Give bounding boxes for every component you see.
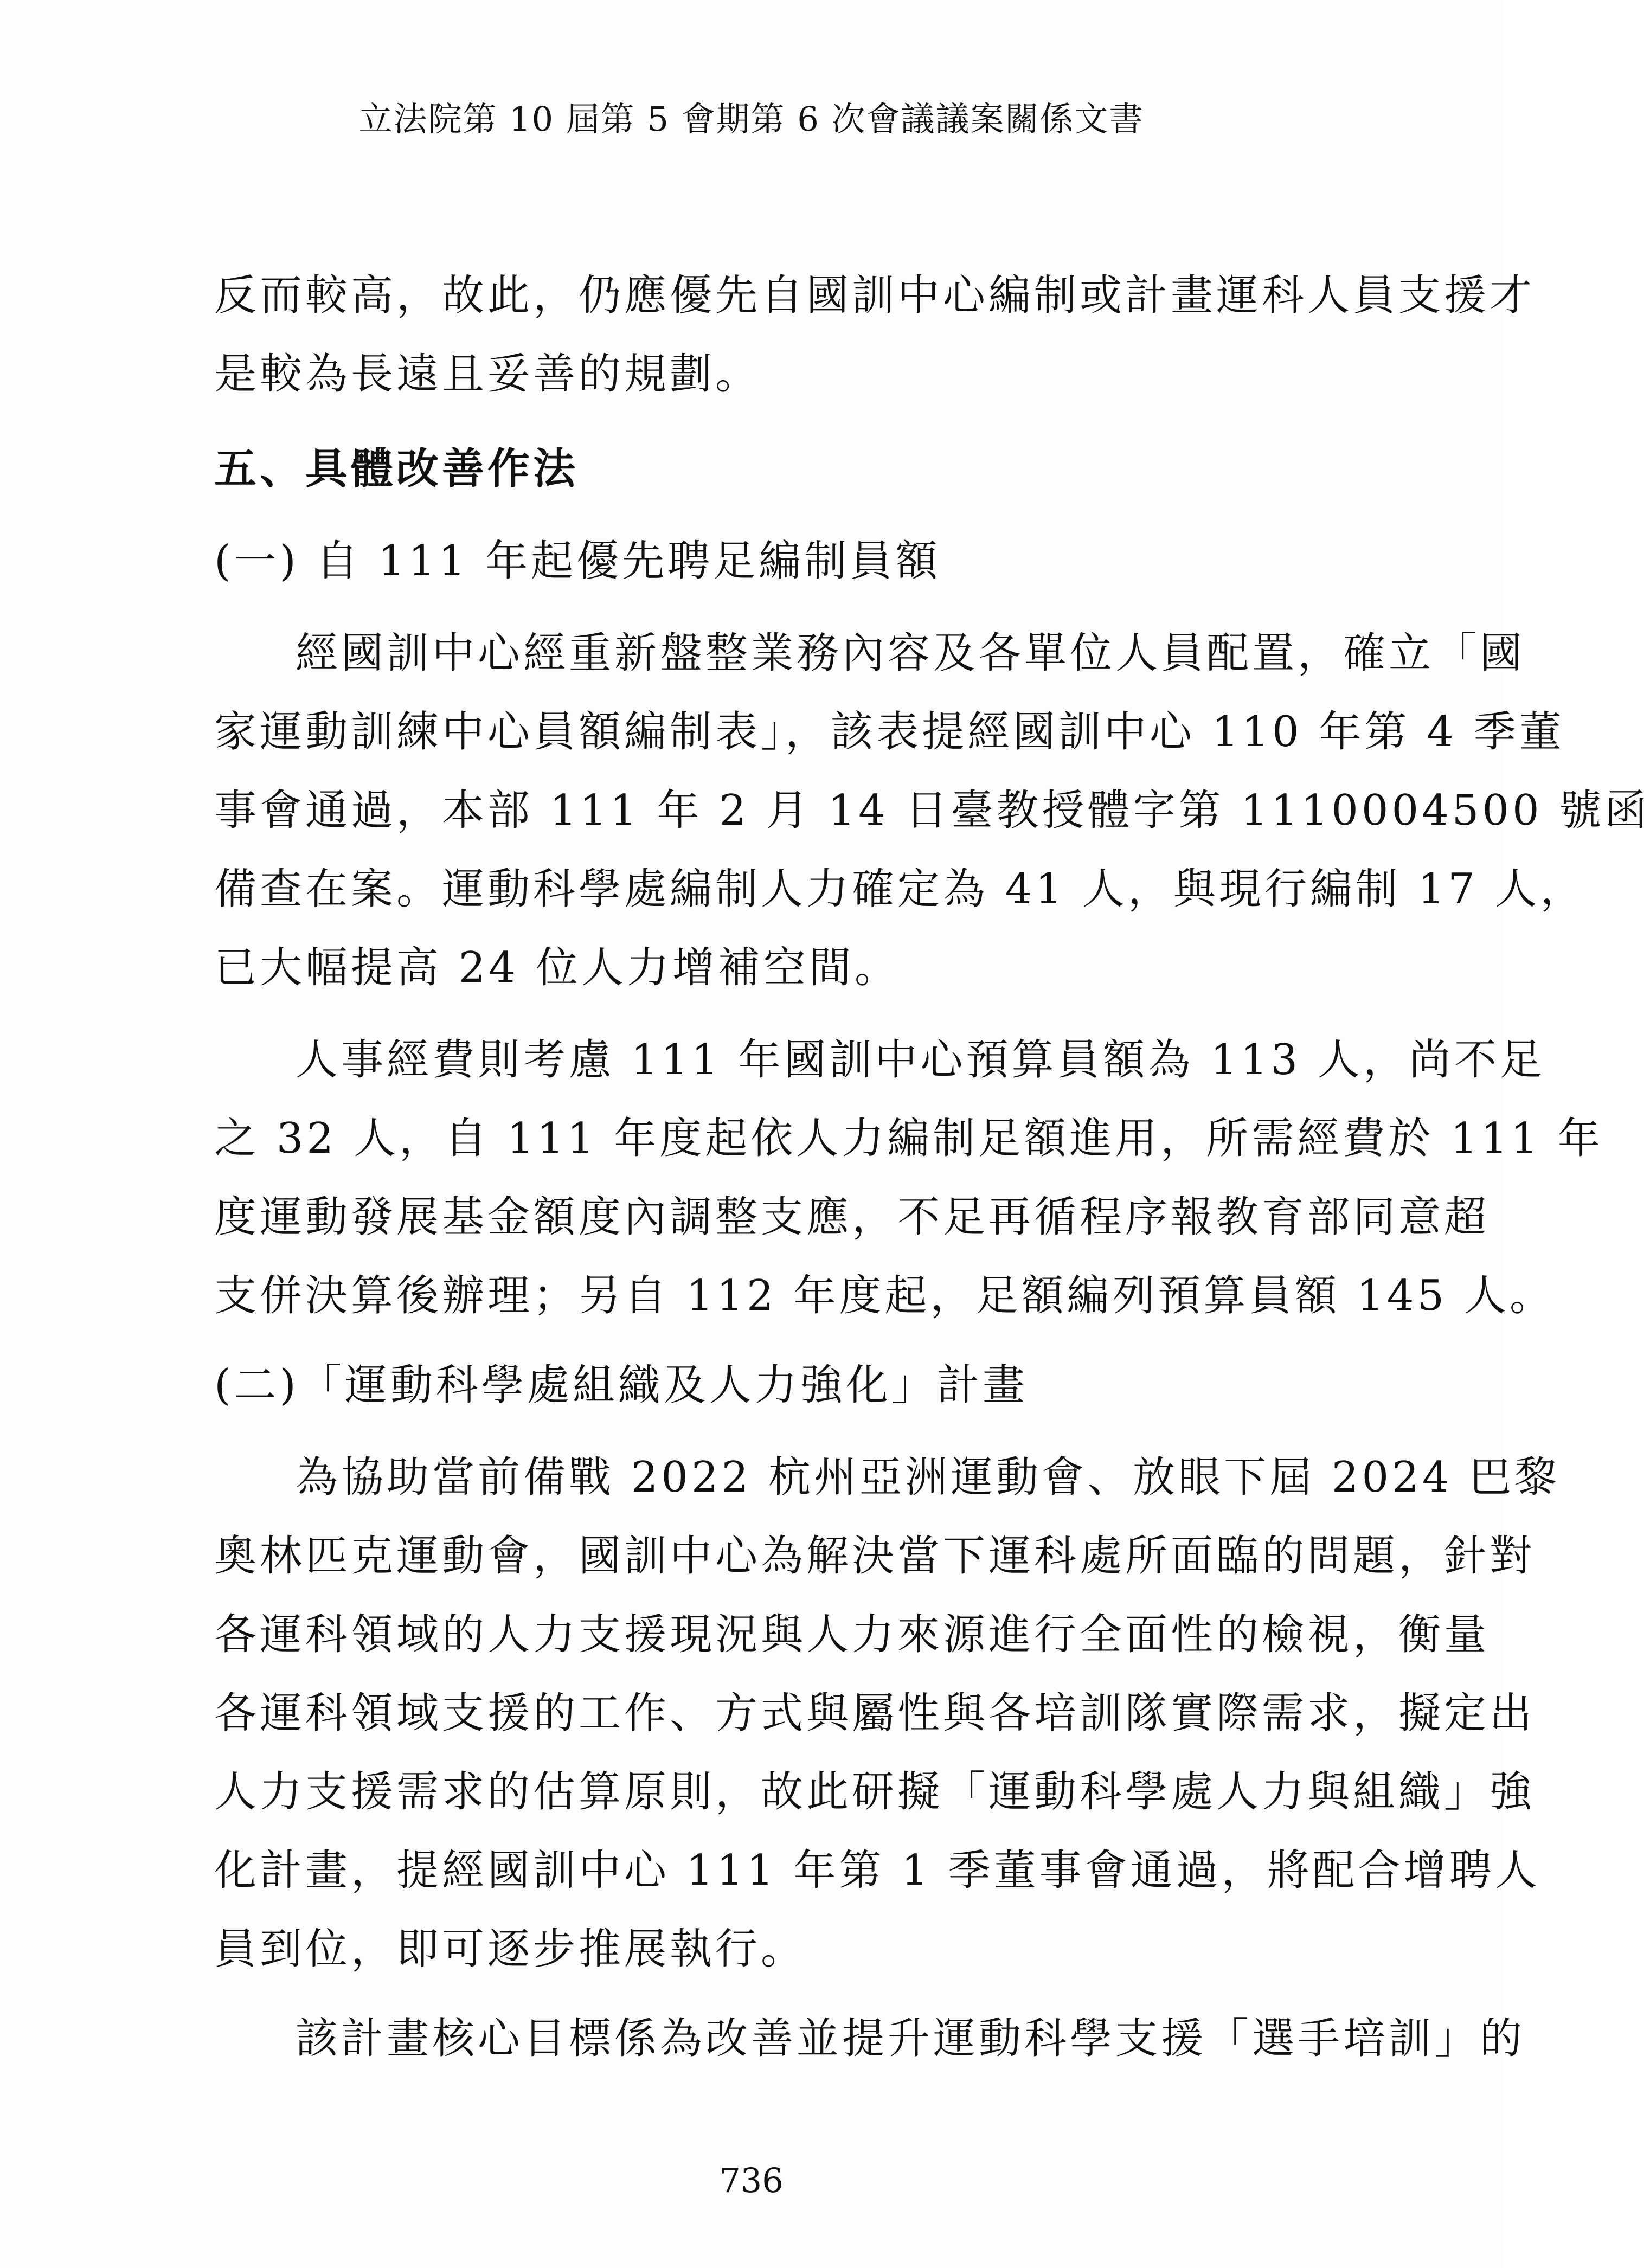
text-line: 備查在案。運動科學處編制人力確定為 41 人，與現行編制 17 人， <box>214 865 1586 914</box>
text-line: 事會通過，本部 111 年 2 月 14 日臺教授體字第 1110004500 號函 <box>214 786 1650 835</box>
text-line: 反而較高，故此，仍應優先自國訓中心編制或計畫運科人員支援才 <box>214 271 1536 320</box>
text-line: 是較為長遠且妥善的規劃。 <box>214 350 761 399</box>
text-line: 人力支援需求的估算原則，故此研擬「運動科學處人力與組織」強 <box>214 1768 1536 1816</box>
text-line: 支併決算後辦理；另自 112 年度起，足額編列預算員額 145 人。 <box>214 1271 1555 1320</box>
text-line: 度運動發展基金額度內調整支應，不足再循程序報教育部同意超 <box>214 1193 1490 1242</box>
text-line: 該計畫核心目標係為改善並提升運動科學支援「選手培訓」的 <box>296 2014 1526 2063</box>
text-line: 各運科領域的人力支援現況與人力來源進行全面性的檢視，衡量 <box>214 1610 1490 1659</box>
text-line: 奧林匹克運動會，國訓中心為解決當下運科處所面臨的問題，針對 <box>214 1532 1536 1580</box>
page-number: 736 <box>719 2161 784 2200</box>
section-heading: 五、具體改善作法 <box>214 444 579 493</box>
text-line: 員到位，即可逐步推展執行。 <box>214 1925 807 1974</box>
text-line: 各運科領域支援的工作、方式與屬性與各培訓隊實際需求，擬定出 <box>214 1689 1536 1738</box>
subsection-heading: (一) 自 111 年起優先聘足編制員額 <box>214 537 941 586</box>
text-line: 為協助當前備戰 2022 杭州亞洲運動會、放眼下屆 2024 巴黎 <box>296 1453 1561 1502</box>
text-line: 家運動訓練中心員額編制表」，該表提經國訓中心 110 年第 4 季董 <box>214 708 1565 756</box>
text-line: 化計畫，提經國訓中心 111 年第 1 季董事會通過，將配合增聘人 <box>214 1846 1540 1895</box>
text-line: 經國訓中心經重新盤整業務內容及各單位人員配置，確立「國 <box>296 629 1526 678</box>
document-header: 立法院第 10 屆第 5 會期第 6 次會議議案關係文書 <box>358 99 1144 139</box>
text-line: 已大幅提高 24 位人力增補空間。 <box>214 943 900 992</box>
text-line: 人事經費則考慮 111 年國訓中心預算員額為 113 人，尚不足 <box>296 1036 1545 1084</box>
text-line: 之 32 人，自 111 年度起依人力編制足額進用，所需經費於 111 年 <box>214 1114 1603 1163</box>
subsection-heading: (二)「運動科學處組織及人力強化」計畫 <box>214 1361 1028 1410</box>
